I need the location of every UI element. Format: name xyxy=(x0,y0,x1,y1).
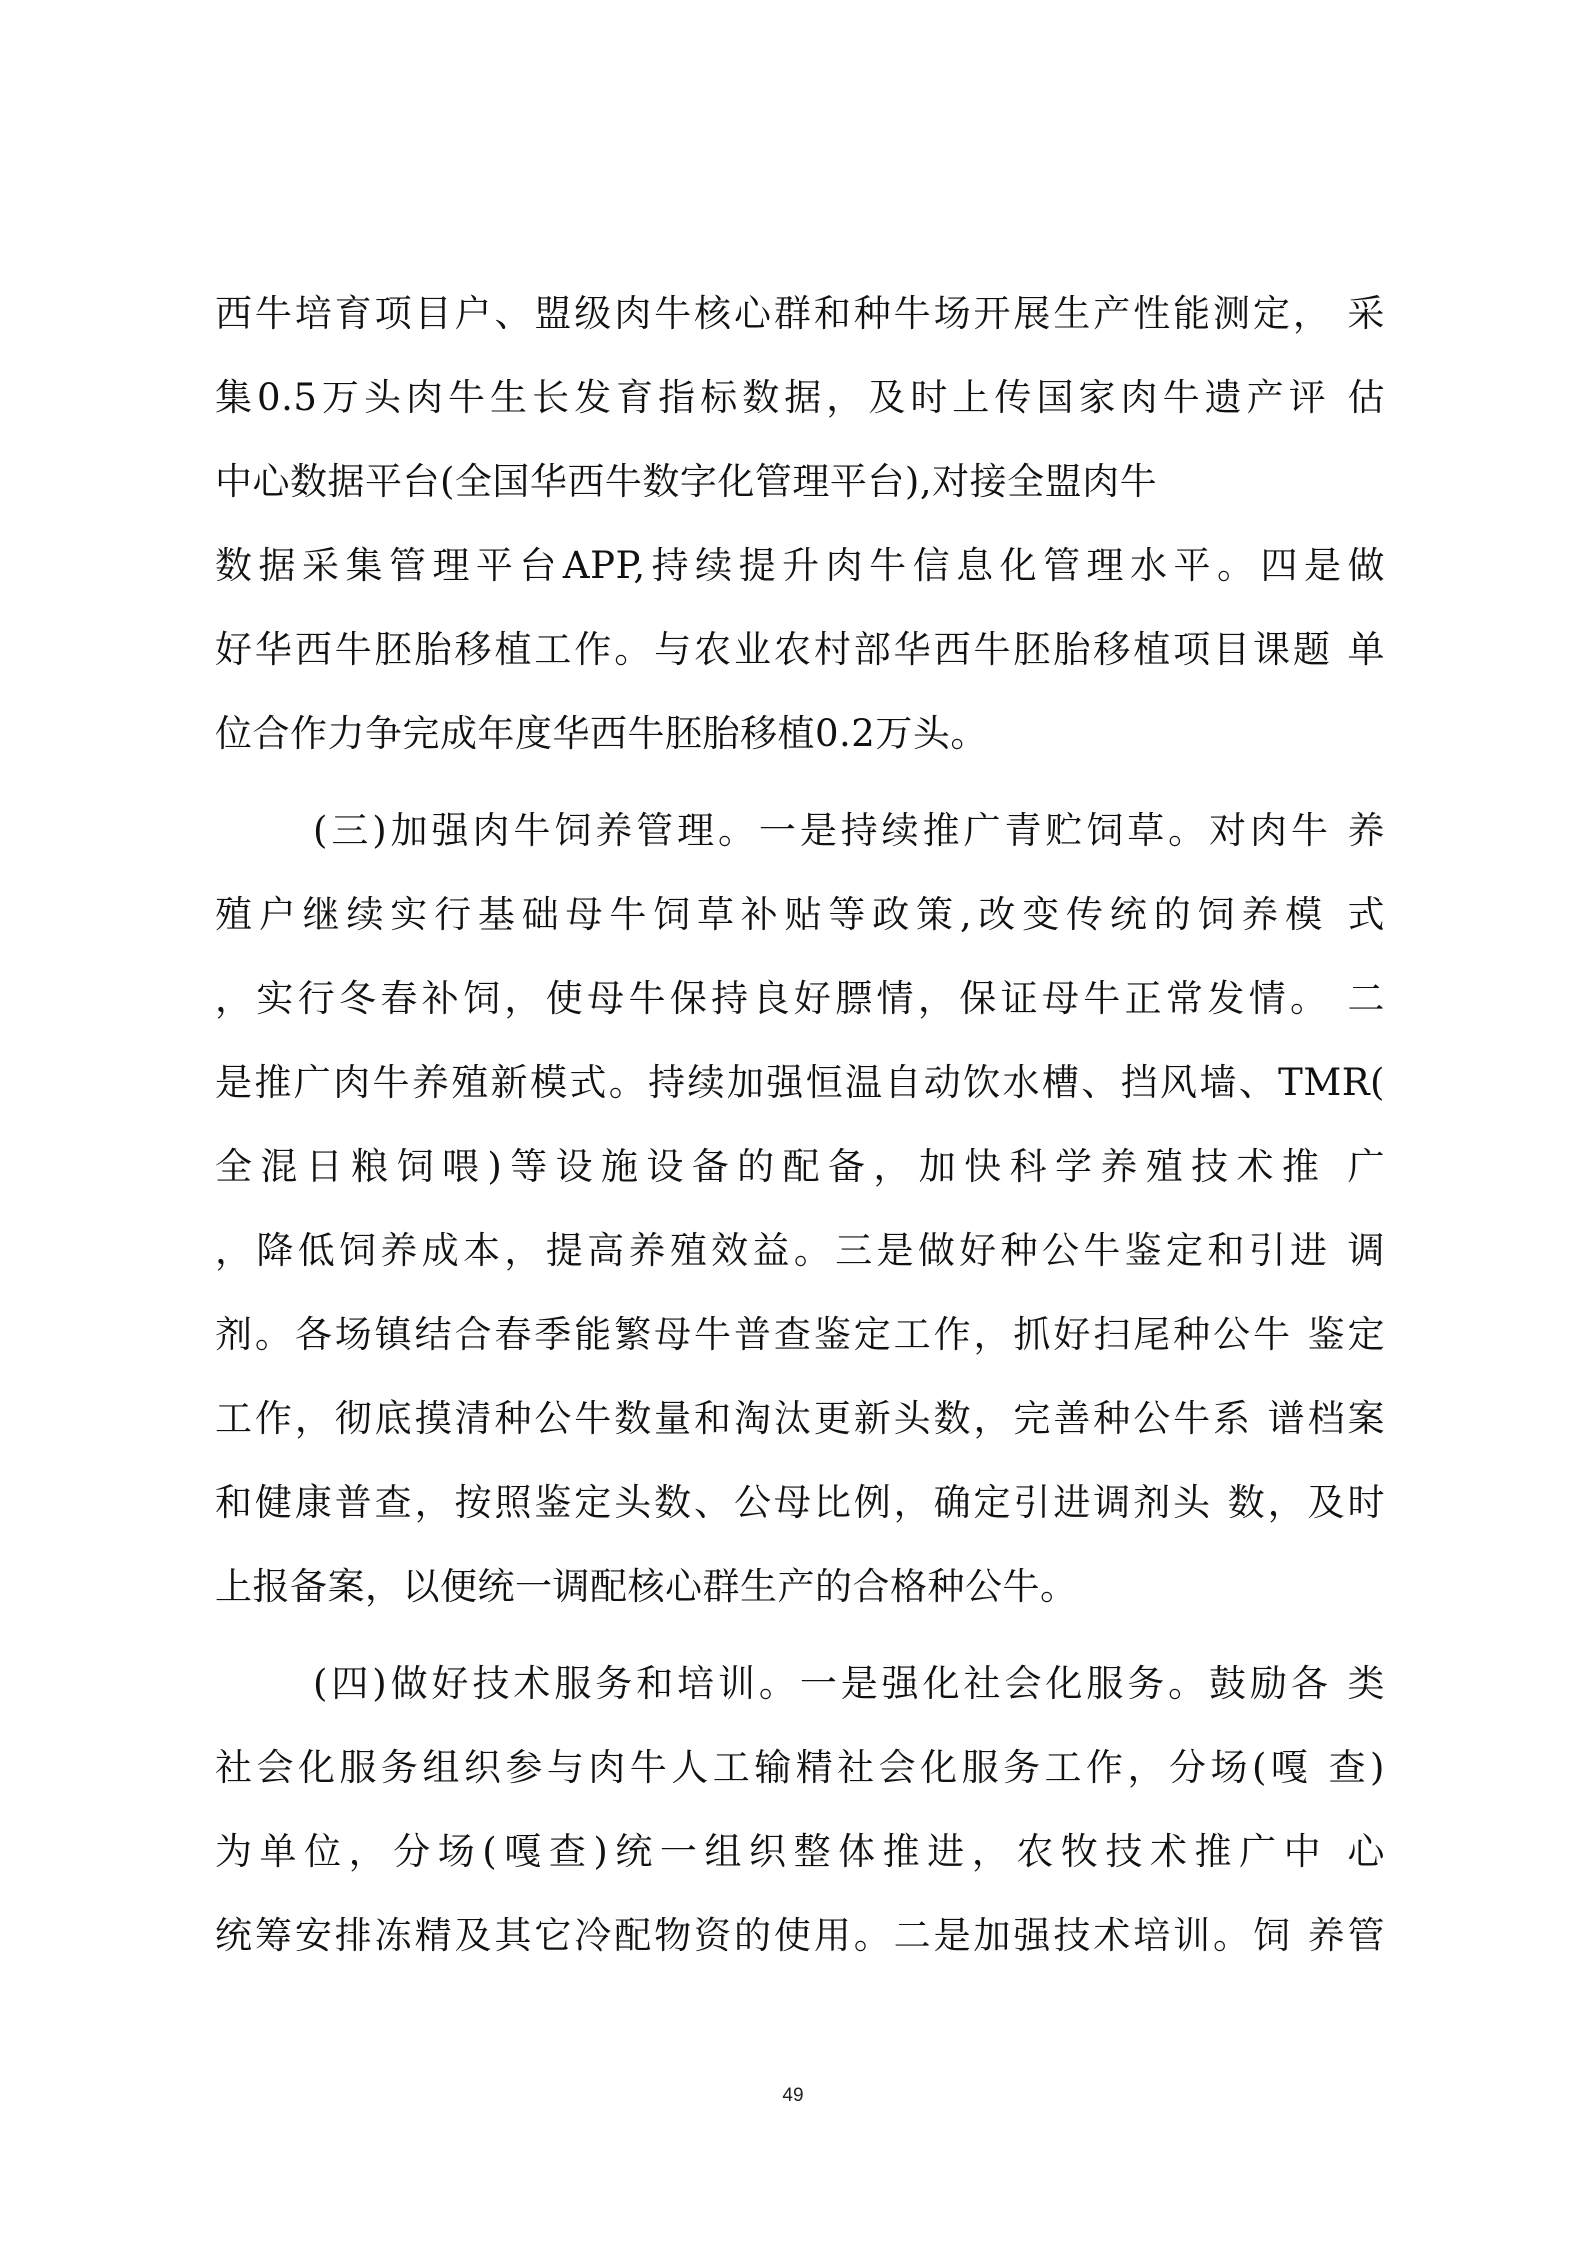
text-line: 集0.5万头肉牛生长发育指标数据，及时上传国家肉牛遗产评 估 xyxy=(215,376,1385,419)
section-heading-line: (四)做好技术服务和培训。一是强化社会化服务。鼓励各 类 xyxy=(313,1662,1385,1705)
text-line: 和健康普查，按照鉴定头数、公母比例，确定引进调剂头 数，及时 xyxy=(215,1481,1385,1524)
text-line: 是推广肉牛养殖新模式。持续加强恒温自动饮水槽、挡风墙、TMR( xyxy=(215,1061,1385,1104)
text-line: 殖户继续实行基础母牛饲草补贴等政策,改变传统的饲养模 式 xyxy=(215,893,1385,936)
text-line: 剂。各场镇结合春季能繁母牛普查鉴定工作，抓好扫尾种公牛 鉴定 xyxy=(215,1313,1385,1356)
text-line: 工作，彻底摸清种公牛数量和淘汰更新头数，完善种公牛系 谱档案 xyxy=(215,1397,1385,1440)
text-line: 数据采集管理平台APP,持续提升肉牛信息化管理水平。四是做 xyxy=(215,544,1385,587)
section-heading-line: (三)加强肉牛饲养管理。一是持续推广青贮饲草。对肉牛 养 xyxy=(313,809,1385,852)
text-line: 好华西牛胚胎移植工作。与农业农村部华西牛胚胎移植项目课题 单 xyxy=(215,628,1385,671)
text-line: 为单位，分场(嘎查)统一组织整体推进，农牧技术推广中 心 xyxy=(215,1830,1385,1873)
text-line: 上报备案，以便统一调配核心群生产的合格种公牛。 xyxy=(215,1565,1078,1608)
text-line: 全混日粮饲喂)等设施设备的配备，加快科学养殖技术推 广 xyxy=(215,1145,1385,1188)
text-line: 西牛培育项目户、盟级肉牛核心群和种牛场开展生产性能测定， 采 xyxy=(215,292,1385,335)
text-line: ，实行冬春补饲，使母牛保持良好膘情，保证母牛正常发情。 二 xyxy=(215,977,1385,1020)
text-line: 中心数据平台(全国华西牛数字化管理平台),对接全盟肉牛 xyxy=(215,460,1158,503)
text-line: 统筹安排冻精及其它冷配物资的使用。二是加强技术培训。饲 养管 xyxy=(215,1914,1385,1957)
text-line: 位合作力争完成年度华西牛胚胎移植0.2万头。 xyxy=(215,712,988,755)
text-line: 社会化服务组织参与肉牛人工输精社会化服务工作，分场(嘎 查) xyxy=(215,1746,1385,1789)
page-number: 49 xyxy=(782,2085,804,2106)
text-line: ，降低饲养成本，提高养殖效益。三是做好种公牛鉴定和引进 调 xyxy=(215,1229,1385,1272)
